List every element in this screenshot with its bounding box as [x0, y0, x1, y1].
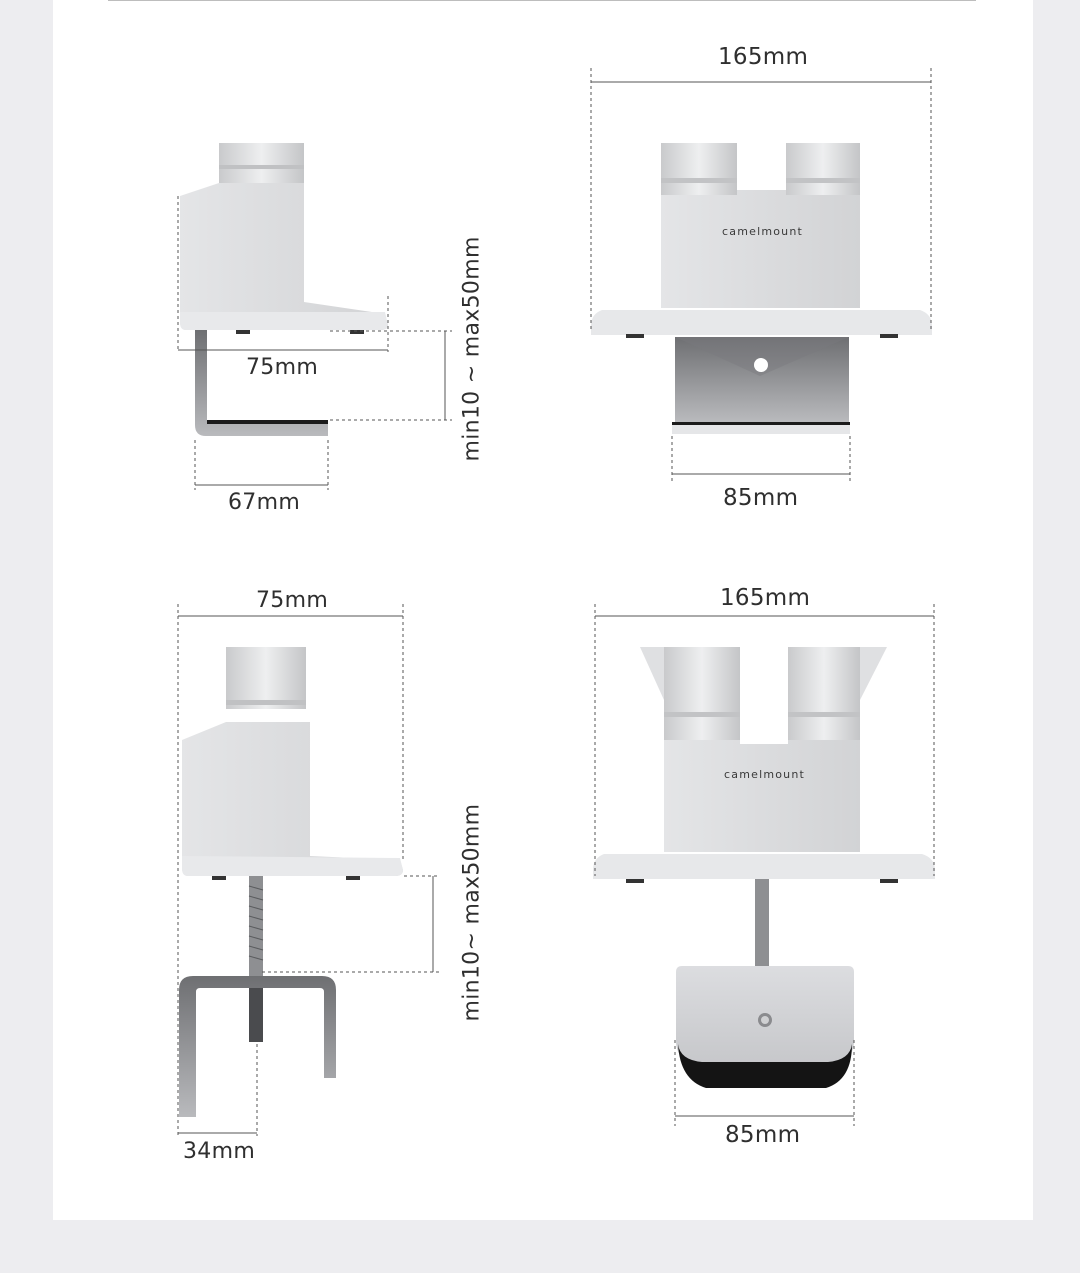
pole-left — [664, 647, 740, 740]
dim-clamp-depth-label: 67mm — [228, 490, 301, 515]
dim-desk-thickness-label: min10 ~ max50mm — [459, 236, 485, 462]
pole — [226, 647, 306, 709]
brand-logo: camelmount — [724, 768, 806, 781]
front-clamp-view — [593, 604, 935, 1126]
front-grommet-view — [591, 68, 932, 482]
brand-logo: camelmount — [722, 225, 804, 238]
clamp-screw — [249, 876, 263, 976]
dim-plate-width-label: 85mm — [725, 1122, 801, 1148]
dim-plate-width-label: 85mm — [723, 485, 799, 511]
base-foot — [593, 854, 935, 879]
side-grommet-view — [178, 143, 452, 490]
clamp-screw — [755, 879, 769, 969]
pole-right — [788, 647, 860, 740]
base-body — [180, 183, 388, 330]
base-body — [661, 190, 860, 308]
base-body — [182, 722, 403, 876]
dim-base-depth-label: 75mm — [246, 355, 319, 380]
base-foot — [591, 310, 932, 335]
dim-desk-thickness-label: min10~ max50mm — [459, 803, 485, 1022]
pole-right — [786, 143, 860, 195]
dim-base-depth-label: 75mm — [256, 588, 329, 613]
dim-base-width-label: 165mm — [718, 44, 809, 70]
dim-base-width-label: 165mm — [720, 585, 811, 611]
dim-clamp-depth-label: 34mm — [183, 1139, 256, 1164]
side-clamp-view — [178, 604, 440, 1136]
pole-left — [661, 143, 737, 195]
pole — [219, 143, 304, 183]
base-body — [664, 740, 860, 852]
